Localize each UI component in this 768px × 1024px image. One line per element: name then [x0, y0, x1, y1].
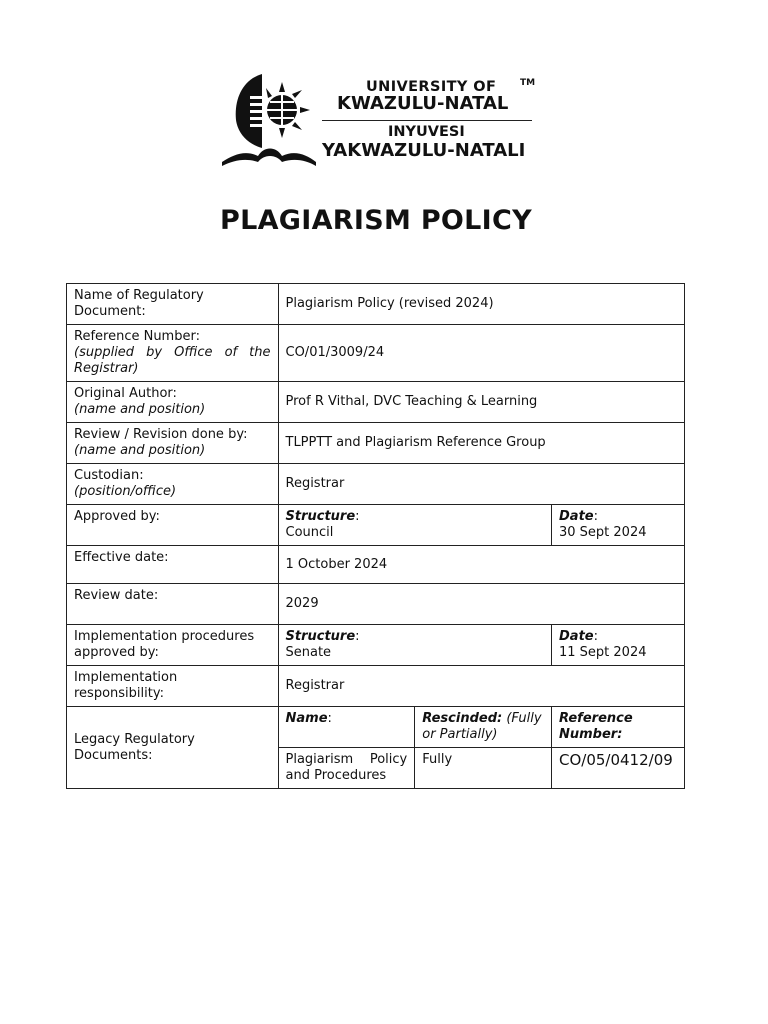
approved-structure-cell: [278, 505, 552, 546]
effective-label: Effective date:: [67, 546, 279, 584]
date-colon: :: [593, 629, 598, 644]
legacy-name-header: [278, 707, 415, 748]
logo-line-kwazulu-natal: KWAZULU-NATAL: [337, 93, 509, 114]
university-logo: [220, 70, 540, 170]
implementation-date: 11 Sept 2024: [559, 645, 647, 660]
effective-value: 1 October 2024: [278, 546, 685, 584]
name-label-line: Name of Regulatory: [74, 288, 204, 303]
custodian-value: Registrar: [278, 464, 685, 505]
reference-label: [67, 325, 279, 382]
structure-colon: :: [355, 629, 360, 644]
implementation-structure: Senate: [285, 645, 332, 660]
legacy-doc-line: and Procedures: [285, 768, 387, 783]
table-row: [67, 625, 685, 666]
custodian-sub-line: (position/office): [74, 484, 177, 499]
legacy-ref-header-line: Number:: [559, 727, 623, 742]
reference-sub-line: Registrar): [74, 361, 139, 376]
review-by-value: TLPPTT and Plagiarism Reference Group: [278, 423, 685, 464]
date-label: Date: [559, 509, 594, 524]
responsibility-label-line: Implementation: [74, 670, 178, 685]
table-row: [67, 584, 685, 625]
table-row: [67, 505, 685, 546]
name-value: Plagiarism Policy (revised 2024): [278, 284, 685, 325]
custodian-label: [67, 464, 279, 505]
approved-structure: Council: [285, 525, 334, 540]
table-row: [67, 546, 685, 584]
structure-label: Structure: [285, 509, 356, 524]
table-row: [67, 284, 685, 325]
page-title: PLAGIARISM POLICY: [219, 205, 532, 236]
name-label-line: Document:: [74, 304, 146, 319]
reference-sub-line: (supplied by Office of the: [74, 345, 271, 360]
author-sub-line: (name and position): [74, 402, 206, 417]
legacy-label-line: Legacy Regulatory: [74, 731, 195, 747]
legacy-rescinded-sub-line: or Partially): [422, 727, 498, 742]
reference-label-line: Reference Number:: [74, 329, 200, 344]
legacy-label-line: Documents:: [74, 747, 153, 763]
review-by-label: [67, 423, 279, 464]
legacy-name-header-text: Name: [285, 711, 328, 726]
implementation-structure-cell: [278, 625, 552, 666]
legacy-rescinded-header: [415, 707, 552, 748]
author-label: [67, 382, 279, 423]
logo-line-inyuvesi: INYUVESI: [388, 124, 465, 140]
legacy-ref-header-line: Reference: [559, 711, 633, 726]
university-emblem-icon: [220, 70, 320, 170]
review-date-label: Review date:: [67, 584, 279, 625]
structure-colon: :: [355, 509, 360, 524]
author-label-line: Original Author:: [74, 386, 177, 401]
responsibility-label: [67, 666, 279, 707]
logo-divider: [322, 120, 532, 121]
table-row: [67, 707, 685, 748]
table-row: [67, 325, 685, 382]
logo-line-yakwazulu-natali: YAKWAZULU-NATALI: [322, 140, 526, 161]
legacy-ref-header: [552, 707, 685, 748]
table-row: [67, 666, 685, 707]
responsibility-label-line: responsibility:: [74, 686, 164, 701]
name-label: [67, 284, 279, 325]
policy-metadata-table: [66, 283, 685, 789]
implementation-label-line: Implementation procedures: [74, 629, 255, 644]
logo-trademark: TM: [520, 78, 536, 88]
implementation-date-cell: [552, 625, 685, 666]
reference-value: CO/01/3009/24: [278, 325, 685, 382]
approved-date: 30 Sept 2024: [559, 525, 647, 540]
author-value: Prof R Vithal, DVC Teaching & Learning: [278, 382, 685, 423]
review-by-sub-line: (name and position): [74, 443, 206, 458]
legacy-rescinded-header-text: Rescinded:: [422, 711, 503, 726]
table-row: [67, 382, 685, 423]
logo-line-university-of: UNIVERSITY OF: [366, 79, 497, 95]
legacy-doc-line: Plagiarism Policy: [285, 752, 408, 767]
legacy-label: [67, 707, 279, 789]
responsibility-value: Registrar: [278, 666, 685, 707]
legacy-ref-value: CO/05/0412/09: [552, 748, 685, 789]
review-by-label-line: Review / Revision done by:: [74, 427, 248, 442]
table-row: [67, 423, 685, 464]
legacy-rescinded-sub: (Fully: [506, 711, 542, 726]
legacy-doc-name: [278, 748, 415, 789]
review-date-value: 2029: [278, 584, 685, 625]
date-label: Date: [559, 629, 594, 644]
approved-label: Approved by:: [67, 505, 279, 546]
table-row: [67, 464, 685, 505]
legacy-rescinded-value: Fully: [415, 748, 552, 789]
approved-date-cell: [552, 505, 685, 546]
legacy-name-colon: :: [327, 711, 332, 726]
date-colon: :: [593, 509, 598, 524]
implementation-label: [67, 625, 279, 666]
structure-label: Structure: [285, 629, 356, 644]
custodian-label-line: Custodian:: [74, 468, 144, 483]
implementation-label-line: approved by:: [74, 645, 159, 660]
